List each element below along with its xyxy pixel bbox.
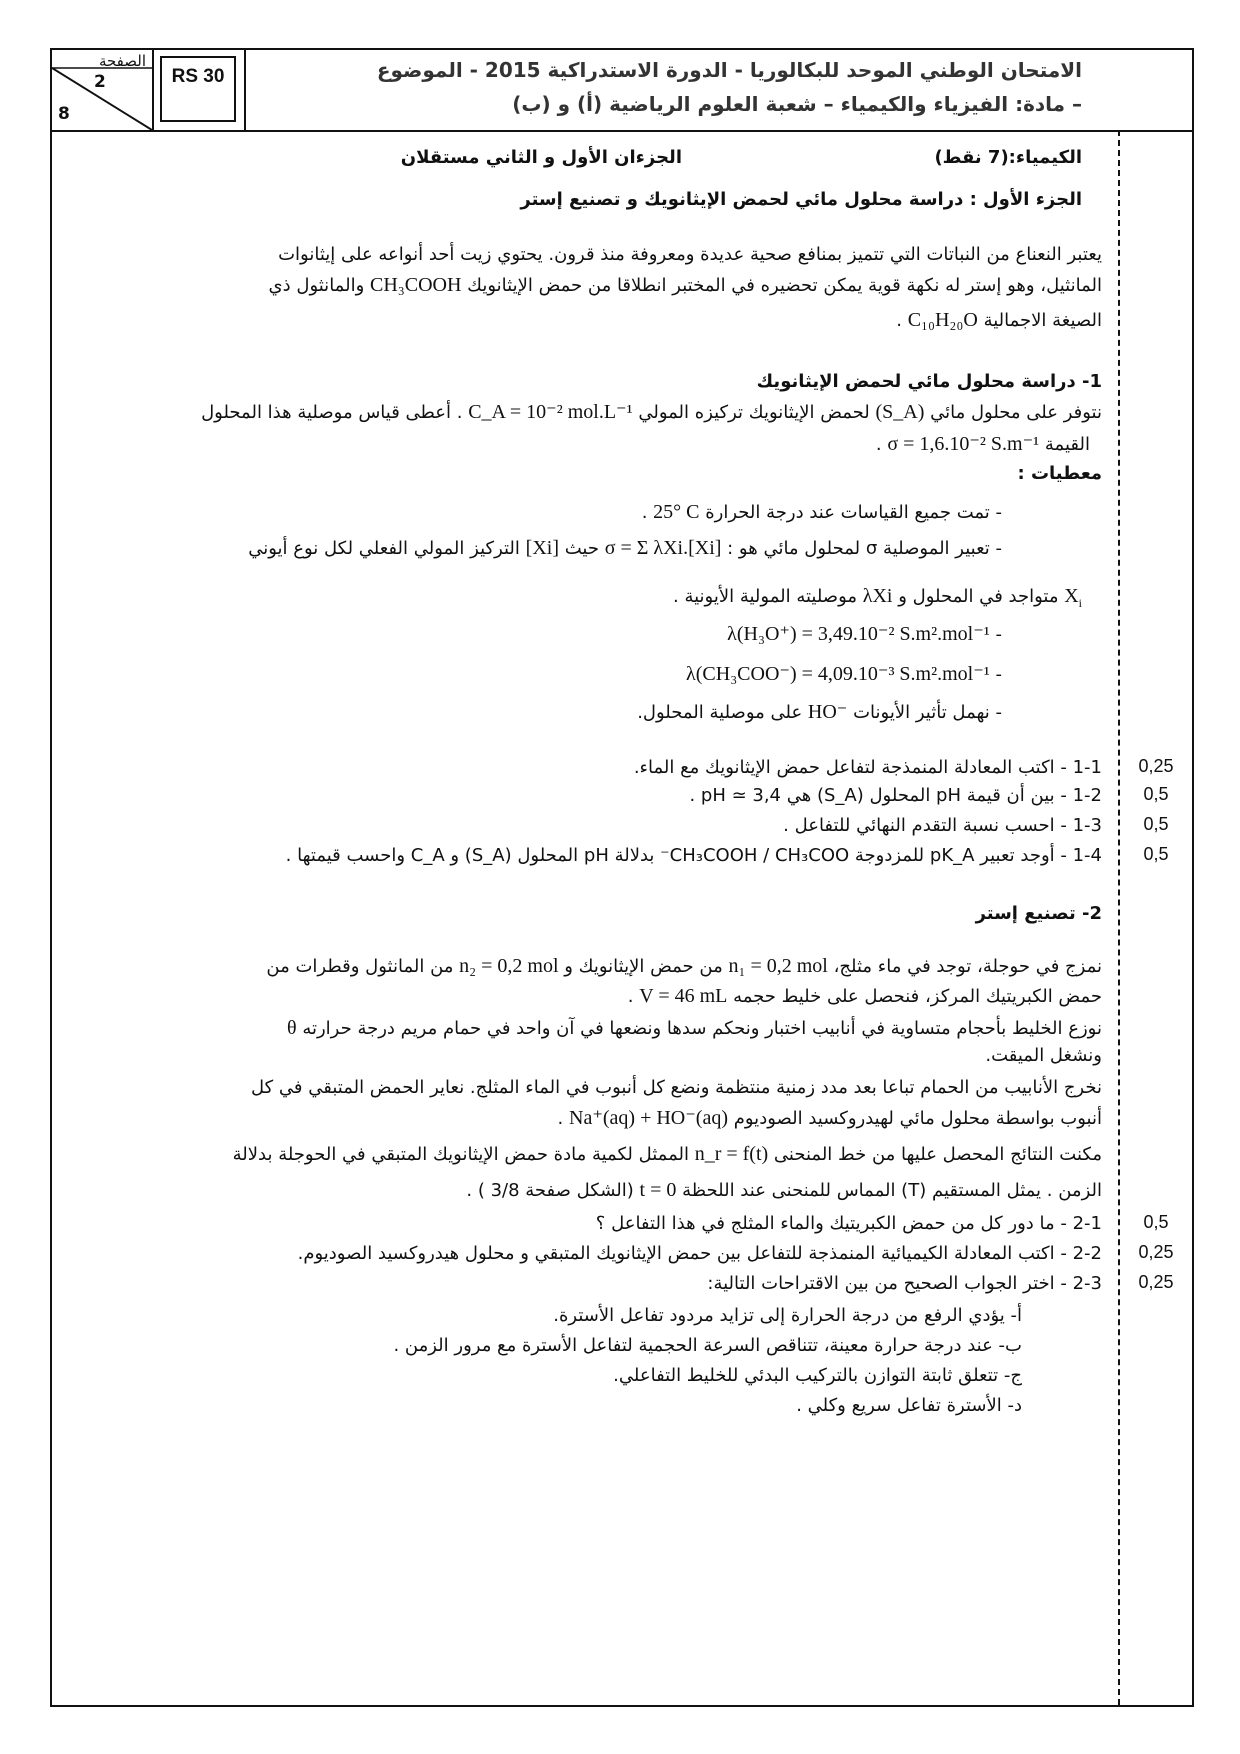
choice-a: أ- يؤدي الرفع من درجة الحرارة إلى تزايد مردود تفاعل الأسترة. <box>553 1305 1022 1326</box>
s2-line1: نمزج في حوجلة، توجد في ماء مثلج، n₁ = 0,2 mol من حمض الإيثانويك و n₂ = 0,2 mol من المانثول وقطرات من <box>266 955 1102 977</box>
page-total: 8 <box>58 104 70 124</box>
question-2-1: 2-1 - ما دور كل من حمض الكبريتيك والماء المثلج في هذا التفاعل ؟ <box>595 1213 1102 1234</box>
s2-line5: نخرج الأنابيب من الحمام تباعا بعد مدد زمنية منتظمة ونضع كل أنبوب في الماء المثلج. نعاير الحمض المتبقي في كل <box>250 1077 1102 1098</box>
s1-line2: القيمة σ = 1,6.10⁻² S.m⁻¹ . <box>875 433 1090 455</box>
choice-b: ب- عند درجة حرارة معينة، تتناقص السرعة الحجمية لتفاعل الأسترة مع مرور الزمن . <box>393 1335 1022 1356</box>
question-2-2: 2-2 - اكتب المعادلة الكيميائية المنمذجة للتفاعل بين حمض الإيثانويك المتبقي و محلول هيدروكسيد الصوديوم. <box>297 1243 1102 1264</box>
exam-title-line2: – مادة: الفيزياء والكيمياء – شعبة العلوم الرياضية (أ) و (ب) <box>512 92 1082 116</box>
s2-line2: حمض الكبريتيك المركز، فنحصل على خليط حجمه V = 46 mL . <box>627 985 1102 1007</box>
page-label: الصفحة <box>98 52 146 70</box>
points-1-1: 0,25 <box>1138 756 1174 776</box>
data-lambda-h3o: - λ(H₃O⁺) = 3,49.10⁻² S.m².mol⁻¹ <box>727 623 1002 645</box>
choice-d: د- الأسترة تفاعل سريع وكلي . <box>796 1395 1022 1416</box>
data-title: معطيات : <box>1017 463 1102 484</box>
parts-note: الجزءان الأول و الثاني مستقلان <box>400 147 682 168</box>
intro-line1: يعتبر النعناع من النباتات التي تتميز بمنافع صحية عديدة ومعروفة منذ قرون. يحتوي زيت أحد أنواعه على إيثانوات <box>278 244 1102 265</box>
margin-divider <box>1118 130 1120 1705</box>
question-2-3: 2-3 - اختر الجواب الصحيح من بين الاقتراحات التالية: <box>707 1273 1102 1294</box>
points-1-4: 0,5 <box>1143 844 1169 864</box>
exam-sheet <box>50 48 1194 1707</box>
exam-title-line1: الامتحان الوطني الموحد للبكالوريا - الدورة الاستدراكية 2015 - الموضوع <box>376 58 1082 82</box>
data-item-temp: - تمت جميع القياسات عند درجة الحرارة 25° C . <box>641 501 1002 523</box>
s2-line7: مكنت النتائج المحصل عليها من خط المنحنى n_r = f(t) الممثل لكمية مادة حمض الإيثانويك المتبقي في الحوجلة بدلالة <box>232 1143 1102 1165</box>
points-1-3: 0,5 <box>1143 814 1169 834</box>
exam-title <box>244 50 1192 130</box>
points-2-1: 0,5 <box>1143 1212 1169 1232</box>
question-1-2: 1-2 - بين أن قيمة pH المحلول (S_A) هي pH ≃ 3,4 . <box>689 785 1102 806</box>
choice-c: ج- تتعلق ثابتة التوازن بالتركيب البدئي للخليط التفاعلي. <box>613 1365 1022 1386</box>
s2-line4: ونشغل الميقت. <box>985 1045 1102 1066</box>
question-1-3: 1-3 - احسب نسبة التقدم النهائي للتفاعل . <box>783 815 1102 836</box>
intro-line2: المانثيل، وهو إستر له نكهة قوية يمكن تحضيره في المختبر انطلاقا من حمض الإيثانويك CH₃COOH والمانثول ذي <box>268 274 1102 296</box>
points-2-2: 0,25 <box>1138 1242 1174 1262</box>
data-item-species: $X_i$ متواجد في المحلول و λXi موصليته المولية الأيونية . <box>673 585 1082 610</box>
points-1-2: 0,5 <box>1143 784 1169 804</box>
data-lambda-ch3coo: - λ(CH₃COO⁻) = 4,09.10⁻³ S.m².mol⁻¹ <box>686 663 1002 685</box>
question-1-1: 1-1 - اكتب المعادلة المنمذجة لتفاعل حمض الإيثانويك مع الماء. <box>633 757 1102 778</box>
section-title: الكيمياء:(7 نقط) <box>934 147 1082 168</box>
s2-line6: أنبوب بواسطة محلول مائي لهيدروكسيد الصوديوم Na⁺(aq) + HO⁻(aq) . <box>557 1107 1102 1129</box>
intro-line3: الصيغة الاجمالية C₁₀H₂₀O . <box>896 309 1102 331</box>
data-item-conductivity: - تعبير الموصلية σ لمحلول مائي هو : σ = Σ λXi.[Xi] حيث [Xi] التركيز المولي الفعلي لكل نوع أيوني <box>248 537 1002 559</box>
page-number: 2 <box>94 72 106 92</box>
s1-line1: نتوفر على محلول مائي (S_A) لحمض الإيثانويك تركيزه المولي C_A = 10⁻² mol.L⁻¹ . أعطى قياس موصلية هذا المحلول <box>201 401 1102 423</box>
s2-line3: نوزع الخليط بأحجام متساوية في أنابيب اختبار ونحكم سدها ونضعها في آن واحد في حمام مريم درجة حرارته θ <box>287 1017 1102 1039</box>
page-header <box>52 50 1192 132</box>
page-number-box <box>52 50 154 130</box>
s2-line8: الزمن . يمثل المستقيم (T) المماس للمنحنى عند اللحظة t = 0 (الشكل صفحة 3/8 ) . <box>466 1179 1102 1201</box>
question-1-4: 1-4 - أوجد تعبير pK_A للمزدوجة CH₃COOH / CH₃COO⁻ بدلالة pH المحلول (S_A) و C_A واحسب قيمتها . <box>285 845 1102 866</box>
s1-title: 1- دراسة محلول مائي لحمض الإيثانويك <box>756 371 1102 392</box>
part1-title: الجزء الأول : دراسة محلول مائي لحمض الإيثانويك و تصنيع إستر <box>520 189 1082 210</box>
points-2-3: 0,25 <box>1138 1272 1174 1292</box>
s2-title: 2- تصنيع إستر <box>975 903 1102 924</box>
data-item-ho: - نهمل تأثير الأيونات HO⁻ على موصلية المحلول. <box>637 701 1002 723</box>
exam-code: RS 30 <box>160 56 236 122</box>
